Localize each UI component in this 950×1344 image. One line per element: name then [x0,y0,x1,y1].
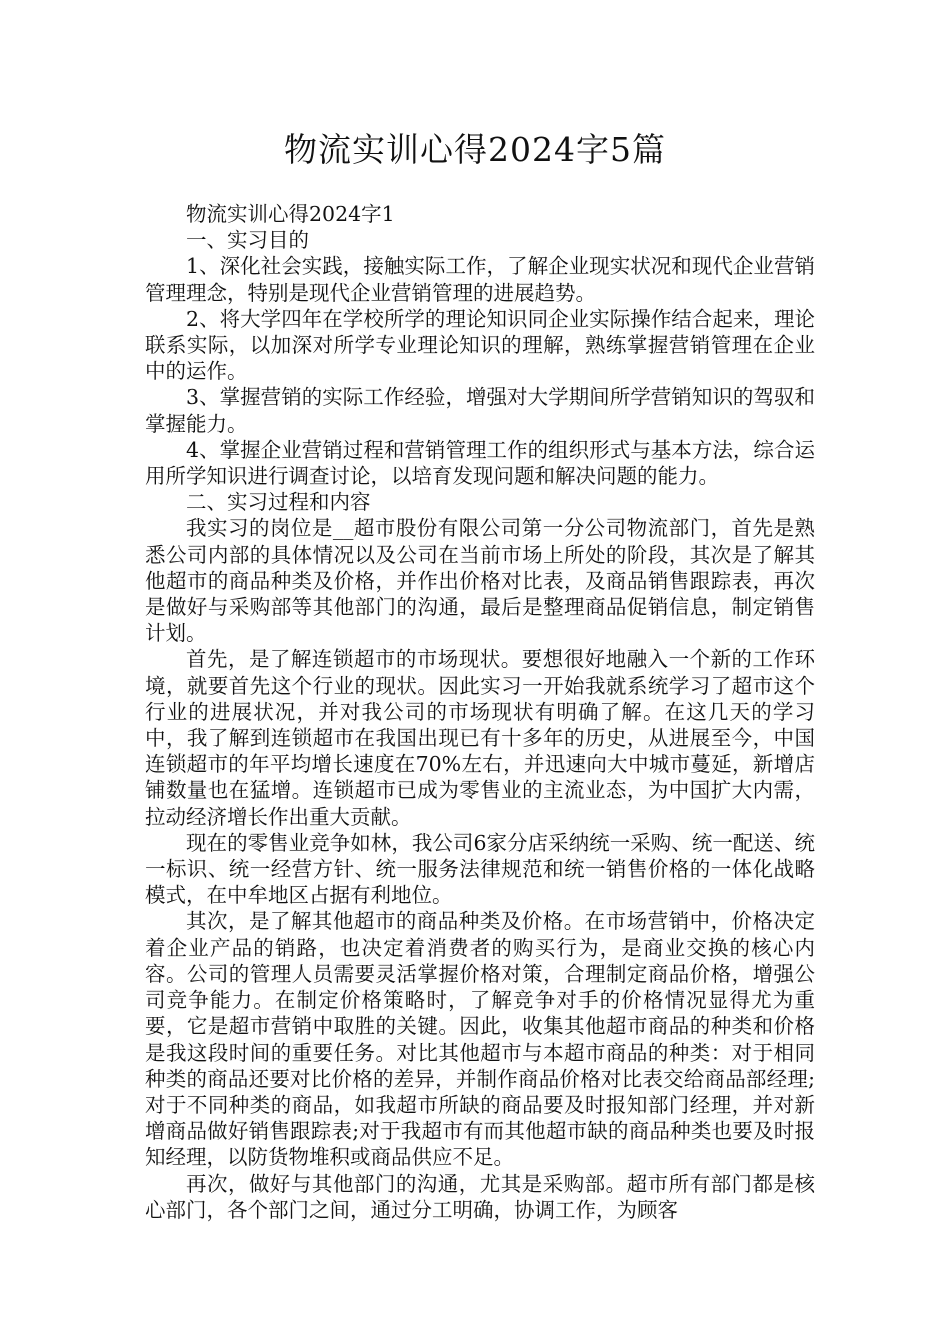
paragraph: 我实习的岗位是__超市股份有限公司第一分公司物流部门，首先是熟悉公司内部的具体情况以及公司在当前市场上所处的阶段，其次是了解其他超市的商品种类及价格，并作出价格对比表，及商品销售跟踪表，再次是做好与采购部等其他部门的沟通，最后是整理商品促销信息，制定销售计划。 [145,516,815,646]
paragraph: 1、深化社会实践，接触实际工作，了解企业现实状况和现代企业营销管理理念，特别是现代企业营销管理的进展趋势。 [145,254,815,305]
paragraph: 再次，做好与其他部门的沟通，尤其是采购部。超市所有部门都是核心部门，各个部门之间，通过分工明确，协调工作，为顾客 [145,1171,815,1222]
paragraph: 2、将大学四年在学校所学的理论知识同企业实际操作结合起来，理论联系实际，以加深对所学专业理论知识的理解，熟练掌握营销管理在企业中的运作。 [145,306,815,384]
paragraph: 4、掌握企业营销过程和营销管理工作的组织形式与基本方法，综合运用所学知识进行调查讨论，以培育发现问题和解决问题的能力。 [145,437,815,489]
subheading: 二、实习过程和内容 [186,490,371,515]
paragraph: 其次，是了解其他超市的商品种类及价格。在市场营销中，价格决定着企业产品的销路，也决定着消费者的购买行为，是商业交换的核心内容。公司的管理人员需要灵活掌握价格对策，合理制定商品价格，增强公司竞争能力。在制定价格策略时，了解竞争对手的价格情况显得尤为重要，它是超市营销中取胜的关键。因此，收集其他超市商品的种类和价格是我这段时间的重要任务。对比其他超市与本超市商品的种类：对于相同种类的商品还要对比价格的差异，并制作商品价格对比表交给商品部经理;对于不同种类的商品，如我超市所缺的商品要及时报知部门经理，并对新增商品做好销售跟踪表;对于我超市有而其他超市缺的商品种类也要及时报知经理，以防货物堆积或商品供应不足。 [145,909,815,1170]
subheading: 一、实习目的 [186,228,309,253]
section-heading: 物流实训心得2024字1 [186,202,395,226]
document-body [145,201,815,1223]
paragraph: 现在的零售业竞争如林，我公司6家分店采纳统一采购、统一配送、统一标识、统一经营方针、统一服务法律规范和统一销售价格的一体化战略模式，在中牟地区占据有利地位。 [145,830,815,908]
document-title: 物流实训心得2024字5篇 [284,130,666,169]
paragraph: 3、掌握营销的实际工作经验，增强对大学期间所学营销知识的驾驭和掌握能力。 [145,385,815,436]
paragraph: 首先，是了解连锁超市的市场现状。要想很好地融入一个新的工作环境，就要首先这个行业的现状。因此实习一开始我就系统学习了超市这个行业的进展状况，并对我公司的市场现状有明确了解。在这几天的学习中，我了解到连锁超市在我国出现已有十多年的历史，从进展至今，中国连锁超市的年平均增长速度在70%左右，并迅速向大中城市蔓延，新增店铺数量也在猛增。连锁超市已成为零售业的主流业态，为中国扩大内需，拉动经济增长作出重大贡献。 [145,647,815,829]
